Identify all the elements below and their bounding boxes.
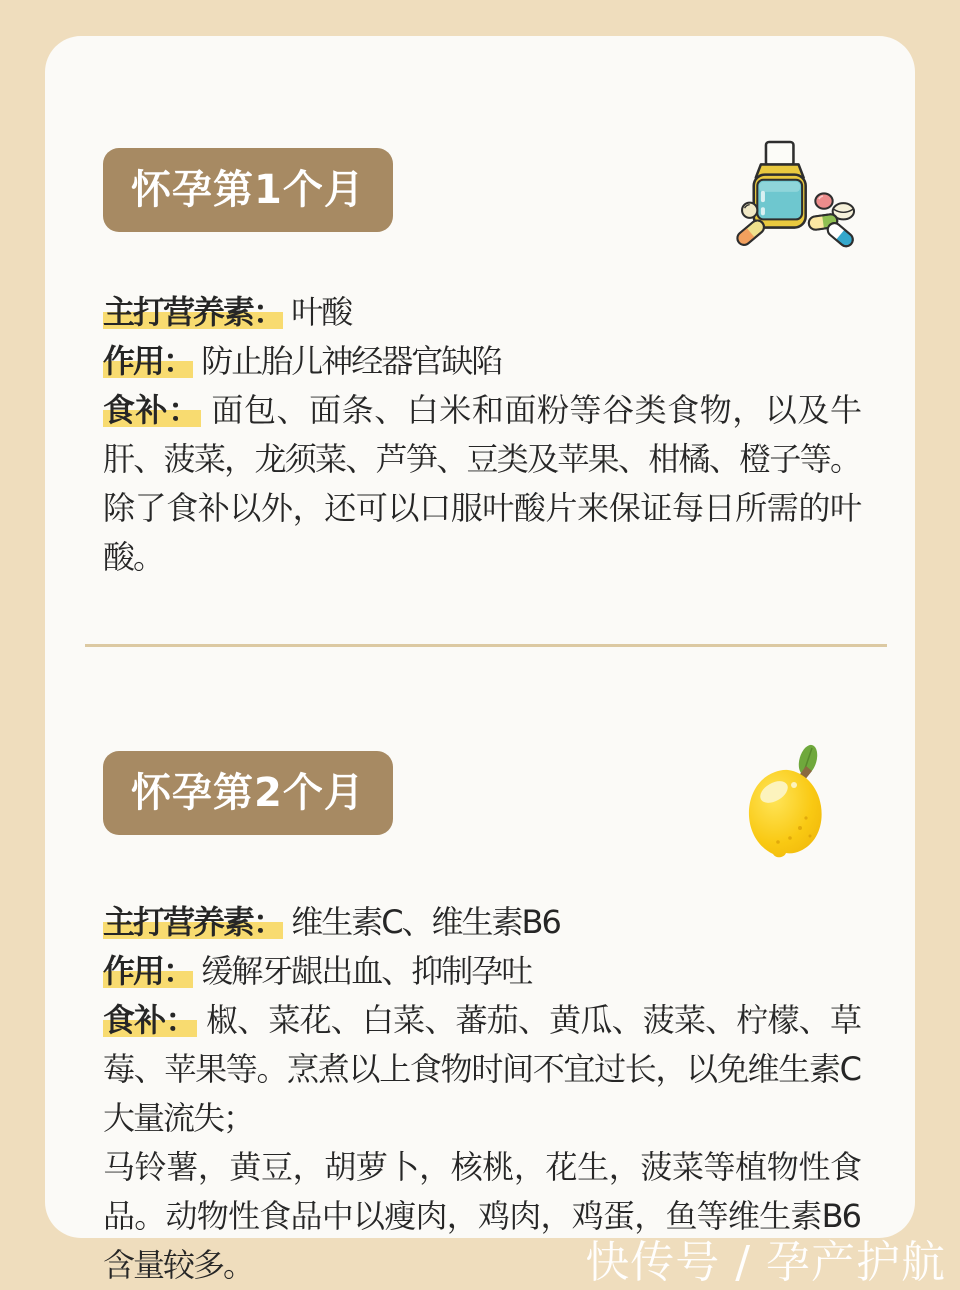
nutrient-label: 主打营养素： <box>103 903 284 941</box>
effect-label: 作用： <box>103 952 194 990</box>
nutrient-value: 维生素C、维生素B6 <box>291 903 560 941</box>
effect-row <box>103 947 860 996</box>
nutrient-value: 叶酸 <box>291 293 352 331</box>
effect-row <box>103 337 860 386</box>
food-row <box>103 996 860 1143</box>
nutrient-row <box>103 898 860 947</box>
bottle <box>754 142 806 228</box>
effect-value: 防止胎儿神经器官缺陷 <box>201 342 502 380</box>
food-value-continued: 马铃薯，黄豆，胡萝卜，核桃，花生，菠菜等植物性食品。动物性食品中以瘦肉，鸡肉，鸡蛋，鱼等维生素B6含量较多。 <box>103 1148 860 1284</box>
nutrient-label: 主打营养素： <box>103 293 284 331</box>
month-2-header <box>103 751 860 862</box>
round-pill-small <box>742 203 757 218</box>
food-value: 面包、面条、白米和面粉等谷类食物，以及牛肝、菠菜，龙须菜、芦笋、豆类及苹果、柑橘、橙子等。除了食补以外，还可以口服叶酸片来保证每日所需的叶酸。 <box>103 391 860 576</box>
food-value: 椒、菜花、白菜、蕃茄、黄瓜、菠菜、柠檬、草莓、苹果等。烹煮以上食物时间不宜过长，以免维生素C大量流失； <box>103 1001 860 1137</box>
effect-value: 缓解牙龈出血、抑制孕吐 <box>201 952 532 990</box>
section-month-1 <box>45 148 915 582</box>
lemon-icon <box>742 743 834 862</box>
food-label: 食补： <box>103 391 201 429</box>
orange-capsule <box>735 218 767 248</box>
effect-label: 作用： <box>103 342 194 380</box>
medicine-bottle-pills-icon <box>732 140 860 252</box>
blue-capsule <box>825 220 855 248</box>
section-divider <box>85 644 887 647</box>
month-1-header <box>103 148 860 252</box>
month-2-title-badge: 怀孕第2个月 <box>103 751 393 835</box>
nutrient-row <box>103 288 860 337</box>
food-label: 食补： <box>103 1001 197 1039</box>
month-1-title-badge: 怀孕第1个月 <box>103 148 393 232</box>
pink-pill <box>815 193 832 208</box>
watermark: 快传号 / 孕产护航 <box>585 1237 946 1288</box>
month-1-rows <box>103 288 860 582</box>
food-row <box>103 386 860 582</box>
section-month-2 <box>45 751 915 1290</box>
